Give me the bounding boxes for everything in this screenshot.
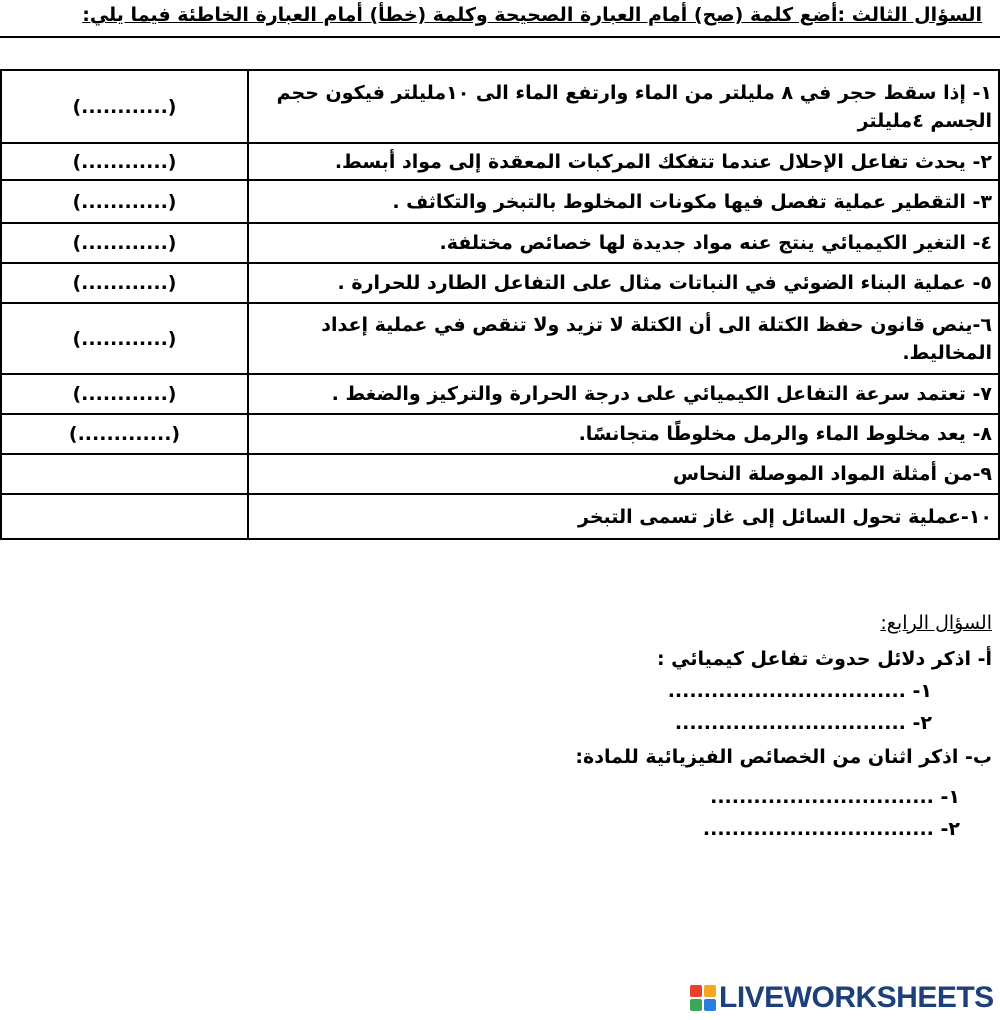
statement-text: ٩-من أمثلة المواد الموصلة النحاس	[248, 454, 999, 494]
answer-blank[interactable]: (............)	[1, 180, 248, 223]
liveworksheets-logo	[690, 982, 994, 1014]
answer-blank[interactable]: (............)	[1, 303, 248, 374]
question3-title: السؤال الثالث :أضع كلمة (صح) أمام العبارة الصحيحة وكلمة (خطأ) أمام العبارة الخاطئة فيما يلي:	[82, 4, 982, 26]
statement-text: ٥- عملية البناء الضوئي في النباتات مثال على التفاعل الطارد للحرارة .	[248, 263, 999, 303]
question4-heading: السؤال الرابع:	[880, 612, 992, 634]
answer-blank[interactable]: (............)	[1, 70, 248, 143]
table-row	[1, 263, 999, 303]
answer-blank[interactable]	[1, 454, 248, 494]
part-a-label: أ- اذكر دلائل حدوث تفاعل كيميائي :	[656, 648, 992, 670]
answer-blank[interactable]: (............)	[1, 223, 248, 263]
table-row	[1, 223, 999, 263]
statement-text: ٨- يعد مخلوط الماء والرمل مخلوطًا متجانسًا.	[248, 414, 999, 454]
liveworksheets-logo-icon	[690, 985, 716, 1011]
part-a-answer-line-2[interactable]: ٢- ................................	[674, 712, 932, 734]
answer-blank[interactable]: (............)	[1, 374, 248, 414]
part-b-answer-line-1[interactable]: ١- ...............................	[710, 786, 960, 808]
table-row	[1, 303, 999, 374]
logo-text: LIVEWORKSHEETS	[719, 981, 994, 1014]
statement-text: ٢- يحدث تفاعل الإحلال عندما تتفكك المركبات المعقدة إلى مواد أبسط.	[248, 143, 999, 180]
part-b-answer-line-2[interactable]: ٢- ................................	[702, 818, 960, 840]
part-b-label: ب- اذكر اثنان من الخصائص الفيزيائية للمادة:	[575, 746, 992, 768]
title-divider	[0, 36, 1000, 38]
statement-text: ٧- تعتمد سرعة التفاعل الكيميائي على درجة الحرارة والتركيز والضغط .	[248, 374, 999, 414]
table-row	[1, 143, 999, 180]
statement-text: ١- إذا سقط حجر في ٨ مليلتر من الماء وارتفع الماء الى ١٠مليلتر فيكون حجم الجسم ٤مليلتر	[248, 70, 999, 143]
answer-blank[interactable]: (............)	[1, 263, 248, 303]
true-false-table	[0, 69, 1000, 540]
statement-text: ٣- التقطير عملية تفصل فيها مكونات المخلوط بالتبخر والتكاثف .	[248, 180, 999, 223]
answer-blank[interactable]: (............)	[1, 143, 248, 180]
table-row	[1, 70, 999, 143]
table-row	[1, 180, 999, 223]
statement-text: ١٠-عملية تحول السائل إلى غاز تسمى التبخر	[248, 494, 999, 539]
table-row	[1, 494, 999, 539]
table-row	[1, 414, 999, 454]
statement-text: ٤- التغير الكيميائي ينتج عنه مواد جديدة لها خصائص مختلفة.	[248, 223, 999, 263]
table-row	[1, 454, 999, 494]
statement-text: ٦-ينص قانون حفظ الكتلة الى أن الكتلة لا تزيد ولا تنقص في عملية إعداد المخاليط.	[248, 303, 999, 374]
answer-blank[interactable]: (.............)	[1, 414, 248, 454]
answer-blank[interactable]	[1, 494, 248, 539]
table-row	[1, 374, 999, 414]
part-a-answer-line-1[interactable]: ١- .................................	[667, 680, 932, 702]
